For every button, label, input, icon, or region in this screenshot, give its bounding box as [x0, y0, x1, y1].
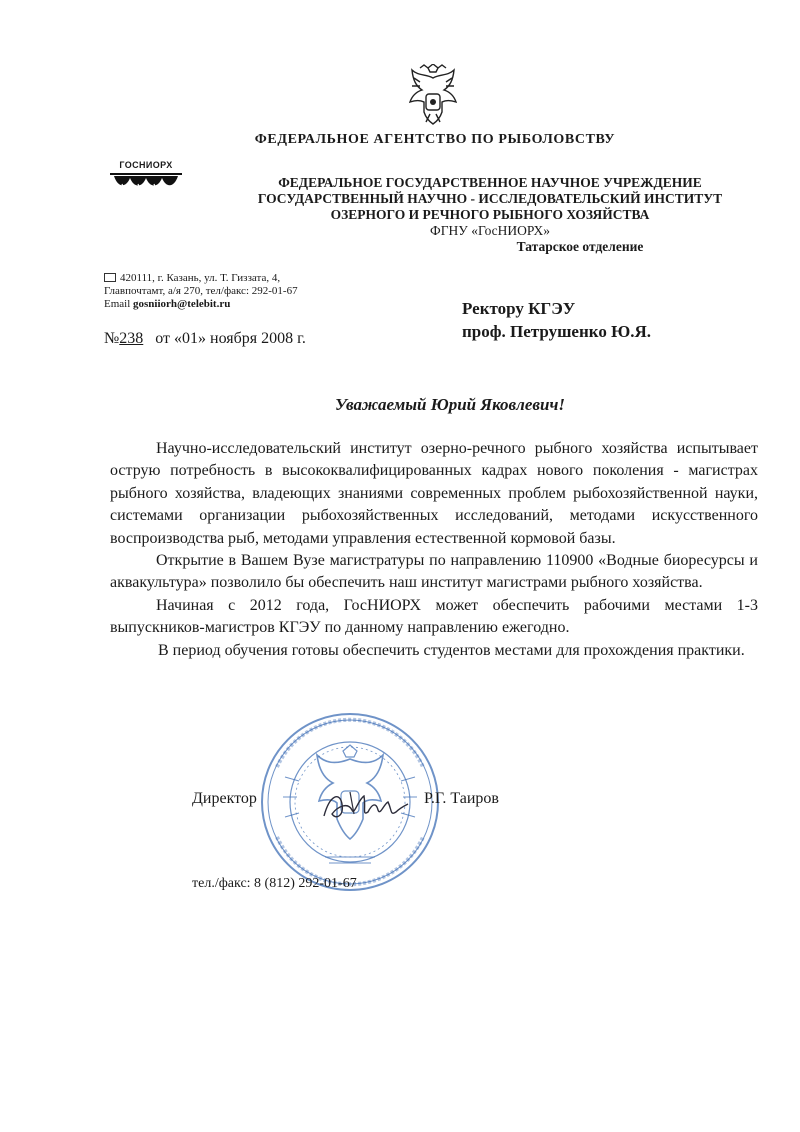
recipient-block — [462, 297, 651, 343]
salutation: Уважаемый Юрий Яковлевич! — [335, 395, 565, 414]
body-paragraph: Открытие в Вашем Вузе магистратуры по направлению 110900 «Водные биоресурсы и аквакультура» позволило бы обеспечить наш институт магистрами рыбного хозяйства. — [110, 552, 758, 592]
email-address: gosniiorh@telebit.ru — [133, 298, 231, 310]
body-paragraph: Начиная с 2012 года, ГосНИОРХ может обеспечить рабочими местами 1-3 выпускников-магистров КГЭУ по данному направлению ежегодно. — [110, 596, 758, 637]
address-line-1: 420111, г. Казань, ул. Т. Гиззата, 4, — [120, 272, 281, 284]
email-label: Email — [104, 298, 134, 310]
institution-line-3: ОЗЕРНОГО И РЕЧНОГО РЫБНОГО ХОЗЯЙСТВА — [330, 207, 650, 222]
registration-number-prefix: № — [104, 330, 120, 347]
footer-phone: тел./факс: 8 (812) 292-01-67 — [192, 876, 357, 891]
handwritten-signature — [320, 786, 410, 824]
registration-date: от «01» ноября 2008 г. — [143, 330, 306, 347]
coat-of-arms-emblem — [404, 64, 462, 128]
department-name: Татарское отделение — [516, 239, 644, 254]
agency-name: ФЕДЕРАЛЬНОЕ АГЕНТСТВО ПО РЫБОЛОВСТВУ — [254, 132, 616, 147]
signatory-title: Директор — [192, 790, 257, 807]
registration-line — [104, 330, 306, 348]
sender-address — [104, 272, 404, 311]
logo-text: ГОСНИОРХ — [119, 160, 173, 170]
address-line-2: Главпочтамт, а/я 270, тел/факс: 292-01-67 — [104, 285, 298, 297]
recipient-line-1: Ректору КГЭУ — [462, 299, 576, 318]
institution-abbreviation: ФГНУ «ГосНИОРХ» — [430, 223, 550, 238]
body-paragraph: В период обучения готовы обеспечить студентов местами для прохождения практики. — [158, 641, 745, 659]
letter-body — [110, 438, 758, 662]
institution-line-1: ФЕДЕРАЛЬНОЕ ГОСУДАРСТВЕННОЕ НАУЧНОЕ УЧРЕЖДЕНИЕ — [278, 175, 702, 190]
signatory-name: Р.Г. Таиров — [424, 790, 499, 807]
body-paragraph: Научно-исследовательский институт озерно-речного рыбного хозяйства испытывает острую потребность в высококвалифицированных кадрах нового поколения - магистрах рыбного хозяйства, владеющих знаниями современных проблем рыбохозяйственной науки, системами организации рыбохозяйственных исследований, методами искусственного воспроизводства рыб, методами управления естественной кормовой базы. — [110, 440, 758, 547]
institution-line-2: ГОСУДАРСТВЕННЫЙ НАУЧНО - ИССЛЕДОВАТЕЛЬСКИЙ ИНСТИТУТ — [257, 191, 723, 206]
registration-number: 238 — [119, 330, 144, 347]
recipient-line-2: проф. Петрушенко Ю.Я. — [462, 322, 652, 341]
institution-block — [150, 175, 800, 255]
envelope-icon — [104, 273, 116, 282]
